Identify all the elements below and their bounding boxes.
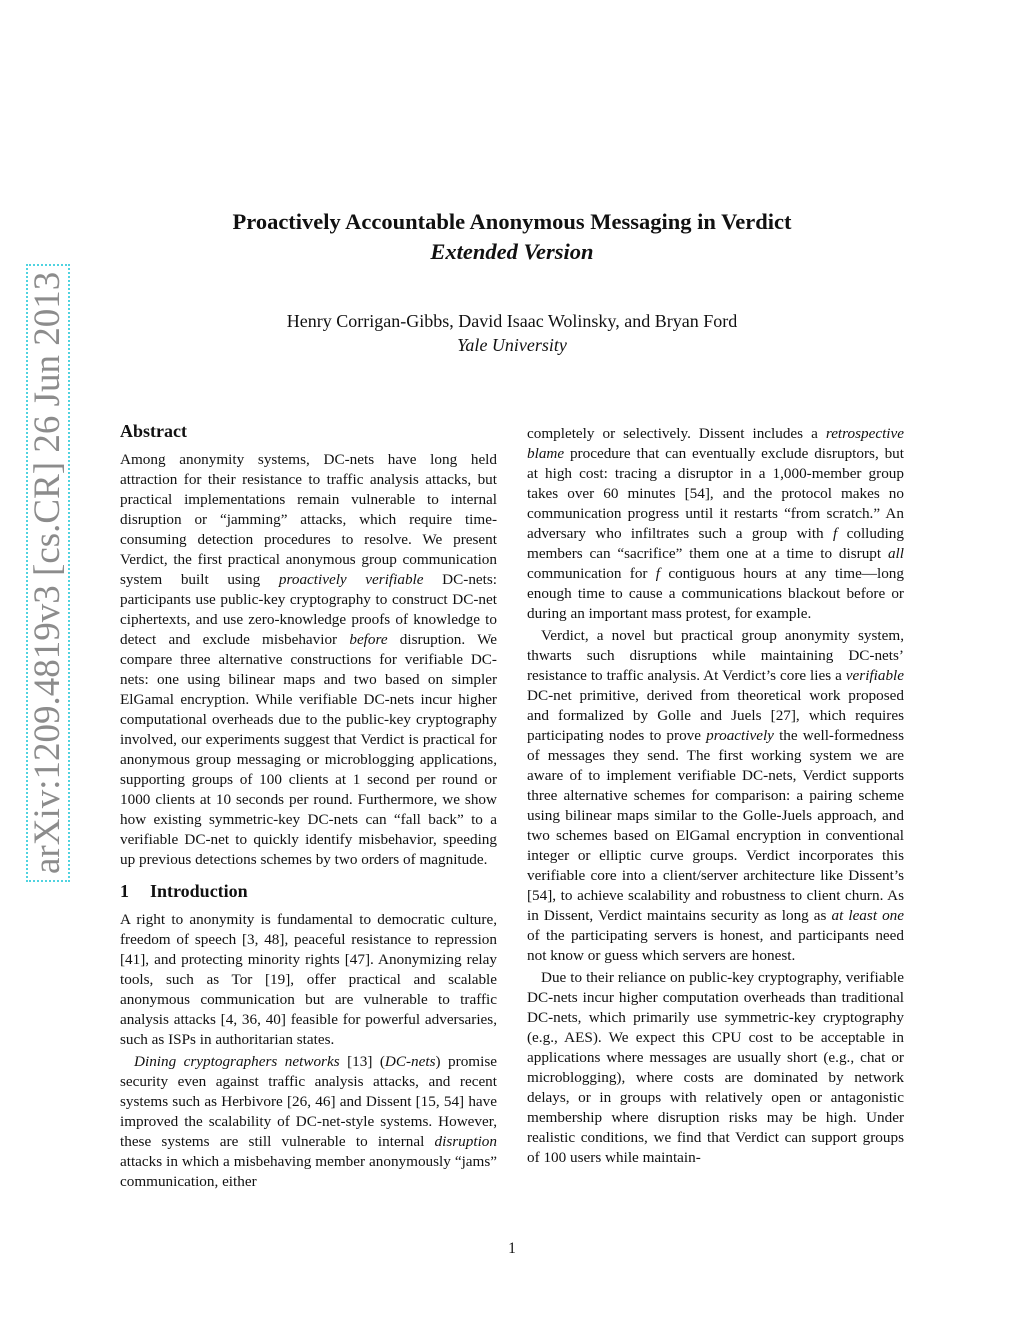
page-number: 1: [508, 1240, 516, 1257]
affiliation: Yale University: [457, 335, 567, 355]
authors-block: [0, 309, 1024, 357]
right-text-1: completely or selectively. Dissent includes a: [527, 425, 826, 442]
paper-title: Proactively Accountable Anonymous Messaging in Verdict: [232, 209, 792, 234]
right-text-9: of the participating servers is honest, and participants need not know or guess which servers are honest.: [527, 927, 904, 964]
intro-emphasis-2: DC-nets: [384, 1053, 436, 1070]
arxiv-identifier-stamp: arXiv:1209.4819v3 [cs.CR] 26 Jun 2013: [28, 266, 68, 880]
intro-paragraph-2: [120, 1052, 497, 1192]
abstract-text-2: DC-nets: participants use public-key cryptography to construct DC-net ciphertexts, and use zero-knowledge proofs of knowledge to detect and exclude misbehavior: [120, 571, 498, 648]
right-emphasis-3: all: [887, 545, 904, 562]
intro-text-3: attacks in which a misbehaving member anonymously “jams” communication, either: [120, 1153, 497, 1190]
intro-text-2: ) promise security even against traffic analysis attacks, and recent systems such as Herbivore [26, 46] and Dissent [15, 54] have improved the scalability of DC-net-style systems. However, these systems are still vulnerable to internal: [120, 1053, 497, 1150]
intro-emphasis-3: disruption: [434, 1133, 497, 1150]
left-column: [120, 420, 497, 1192]
right-text-6: Verdict, a novel but practical group anonymity system, thwarts such disruptions while maintaining DC-nets’ resistance to traffic analysis. At Verdict’s core lies a: [527, 627, 904, 684]
right-text-5: contiguous hours at any time—long enough time to cause a communications blackout before or during an important mass protest, for example.: [527, 565, 904, 622]
section-title: Introduction: [150, 881, 248, 901]
right-emphasis-5: verifiable: [845, 667, 904, 684]
right-text-8: the well-formedness of messages they send. The first working system we are aware of to implement verifiable DC-nets, Verdict supports three alternative schemes for comparison: a pairing scheme using bilinear maps similar to the Golle-Juels approach, and two schemes based on ElGamal encryption in conventional integer or elliptic curve groups. Verdict incorporates this verifiable core into a client/server architecture like Dissent’s [54], to achieve scalability and robustness to client churn. As in Dissent, Verdict maintains security as long as: [527, 727, 904, 924]
section-number: 1: [120, 881, 129, 901]
right-text-4: communication for: [527, 565, 656, 582]
title-block: [0, 207, 1024, 267]
author-list: Henry Corrigan-Gibbs, David Isaac Wolinsky, and Bryan Ford: [286, 311, 738, 331]
abstract-heading: Abstract: [120, 421, 187, 441]
intro-text-1: [13] (: [339, 1053, 385, 1070]
abstract-emphasis-1: proactively verifiable: [278, 571, 424, 588]
right-column: [527, 424, 904, 1168]
right-emphasis-2: f: [833, 525, 838, 542]
right-paragraph-3: Due to their reliance on public-key cryptography, verifiable DC-nets incur higher computation overheads than traditional DC-nets, which primarily use symmetric-key cryptography (e.g., AES). We expect this CPU cost to be acceptable in applications where messages are usually short (e.g., chat or microblogging), where costs are dominated by network delays, or in groups with relatively open or antagonistic membership where disruption risks may be high. Under realistic conditions, we find that Verdict can support groups of 100 users while maintain-: [527, 969, 904, 1166]
right-paragraph-2: [527, 626, 904, 966]
right-emphasis-6: proactively: [706, 727, 774, 744]
right-emphasis-1: retrospective blame: [527, 425, 904, 462]
right-text-7: DC-net primitive, derived from theoretical work proposed and formalized by Golle and Juels [27], which requires participating nodes to prove: [527, 687, 904, 744]
abstract-text-3: disruption. We compare three alternative constructions for verifiable DC-nets: one using bilinear maps and two based on simpler ElGamal encryption. While verifiable DC-nets incur higher computational overheads due to the public-key cryptography involved, our experiments suggest that Verdict is practical for anonymous group messaging or microblogging applications, supporting groups of 100 clients at 1 second per round or 1000 clients at 10 seconds per round. Furthermore, we show how existing symmetric-key DC-nets can “fall back” to a verifiable DC-net to quickly identify misbehavior, speeding up previous detections schemes by two orders of magnitude.: [120, 631, 497, 868]
abstract-text-1: Among anonymity systems, DC-nets have long held attraction for their resistance to traffic analysis attacks, but practical implementations remain vulnerable to internal disruption or “jamming” attacks, which require time-consuming detection procedures to resolve. We present Verdict, the first practical anonymous group communication system built using: [120, 451, 497, 588]
intro-paragraph-1: A right to anonymity is fundamental to democratic culture, freedom of speech [3, 48], peaceful resistance to repression [41], and protecting minority rights [47]. Anonymizing relay tools, such as Tor [19], offer practical and scalable anonymous communication but are vulnerable to traffic analysis attacks [4, 36, 40] feasible for powerful adversaries, such as ISPs in authoritarian states.: [120, 911, 497, 1048]
abstract-paragraph: [120, 450, 497, 870]
paper-subtitle: Extended Version: [430, 239, 594, 264]
right-text-2: procedure that can eventually exclude disruptors, but at high cost: tracing a disruptor in a 1,000-member group takes over 60 minutes [54], and the protocol makes no communication progress until it restarts “from scratch.” An adversary who infiltrates such a group with: [527, 445, 904, 542]
intro-heading: [120, 880, 497, 902]
abstract-emphasis-2: before: [349, 631, 388, 648]
intro-emphasis-1: Dining cryptographers networks: [134, 1053, 340, 1070]
right-emphasis-4: f: [655, 565, 661, 582]
right-paragraph-1: [527, 424, 904, 624]
right-emphasis-7: at least one: [831, 907, 905, 924]
right-text-3: colluding members can “sacrifice” them one at a time to disrupt: [527, 525, 904, 562]
